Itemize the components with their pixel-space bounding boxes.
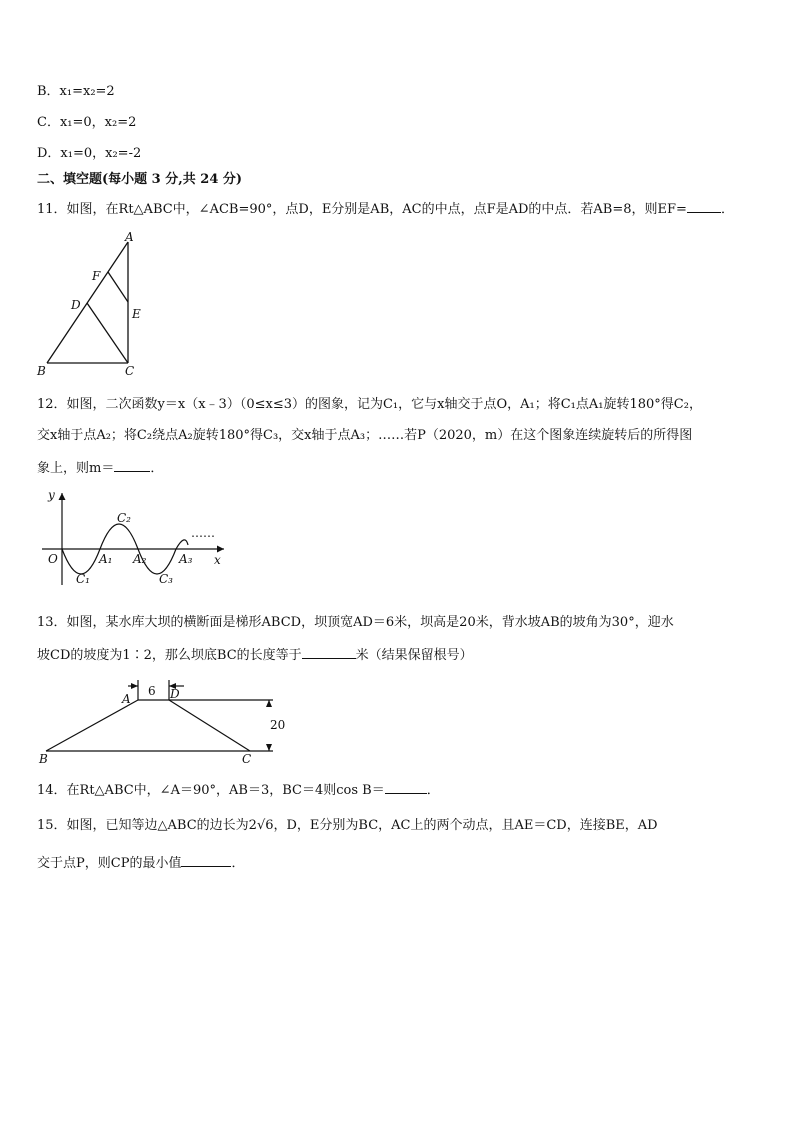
q13-line1: 13．如图，某水库大坝的横断面是梯形ABCD，坝顶宽AD＝6米，坝高是20米，背水坡AB的坡角为30°，迎水 — [37, 615, 674, 630]
q13-top-width: 6 — [148, 684, 156, 698]
q11-label-f: F — [92, 269, 101, 283]
q12-label-o: O — [48, 552, 58, 566]
q13-label-b: B — [39, 752, 48, 766]
q12-line3-text: 象上，则m＝ — [37, 461, 115, 476]
q12-label-y: y — [48, 488, 55, 502]
q14-answer-blank[interactable] — [385, 781, 427, 794]
q13-label-c: C — [242, 752, 252, 766]
q11-label-b: B — [37, 364, 46, 378]
q15-line1: 15．如图，已知等边△ABC的边长为2√6，D，E分别为BC，AC上的两个动点，且AE＝CD，连接BE，AD — [37, 818, 658, 833]
q13-height: 20 — [270, 718, 286, 732]
q12-line3 — [37, 459, 163, 477]
q11-figure — [35, 230, 155, 378]
q13-line2 — [37, 646, 473, 664]
q14-text — [37, 781, 440, 799]
q15-line2 — [37, 854, 244, 872]
q11-label-d: D — [71, 298, 81, 312]
q12-label-c3: C₃ — [159, 572, 173, 586]
q12-label-c2: C₂ — [117, 511, 131, 525]
option-c: C．x₁=0，x₂=2 — [37, 115, 137, 130]
q11-text — [37, 200, 734, 218]
q13-line2-text: 坡CD的坡度为1∶2，那么坝底BC的长度等于 — [37, 648, 302, 663]
q14-end: ． — [426, 783, 440, 798]
option-b: B．x₁=x₂=2 — [37, 84, 115, 99]
q11-label-e: E — [132, 307, 141, 321]
q12-label-a3: A₃ — [179, 552, 193, 566]
q15-line2-text: 交于点P，则CP的最小值 — [37, 856, 182, 871]
q13-figure — [36, 674, 286, 769]
q12-label-a2: A₂ — [133, 552, 147, 566]
q11-label-c: C — [125, 364, 135, 378]
q12-label-x: x — [214, 553, 221, 567]
q12-line1: 12．如图，二次函数y＝x（x﹣3）（0≤x≤3）的图象，记为C₁，它与x轴交于点O，A₁；将C₁点A₁旋转180°得C₂， — [37, 397, 702, 412]
q11-question: 11．如图，在Rt△ABC中，∠ACB=90°，点D，E分别是AB，AC的中点，点F是AD的中点．若AB=8，则EF= — [37, 202, 687, 217]
option-d: D．x₁=0，x₂=-2 — [37, 146, 142, 161]
q12-label-a1: A₁ — [99, 552, 113, 566]
q11-answer-blank[interactable] — [687, 200, 721, 213]
q12-label-dots: …… — [191, 526, 215, 540]
q13-label-a: A — [122, 692, 131, 706]
q13-answer-blank[interactable] — [302, 646, 356, 659]
q12-label-c1: C₁ — [76, 572, 90, 586]
q11-end: ． — [720, 202, 734, 217]
q12-line2: 交x轴于点A₂；将C₂绕点A₂旋转180°得C₃，交x轴于点A₃；……若P（2020，m）在这个图象连续旋转后的所得图 — [37, 428, 693, 443]
q14-question: 14．在Rt△ABC中，∠A＝90°，AB＝3，BC＝4则cos B＝ — [37, 783, 385, 798]
q15-answer-blank[interactable] — [181, 854, 231, 867]
q13-line2-end: 米（结果保留根号） — [355, 648, 473, 663]
q15-end: ． — [231, 856, 245, 871]
q11-label-a: A — [125, 230, 134, 244]
q12-end: ． — [150, 461, 164, 476]
section-heading: 二、填空题(每小题 3 分,共 24 分) — [37, 172, 243, 187]
q13-label-d: D — [170, 687, 180, 701]
q12-answer-blank[interactable] — [114, 459, 150, 472]
q12-figure — [38, 485, 238, 590]
